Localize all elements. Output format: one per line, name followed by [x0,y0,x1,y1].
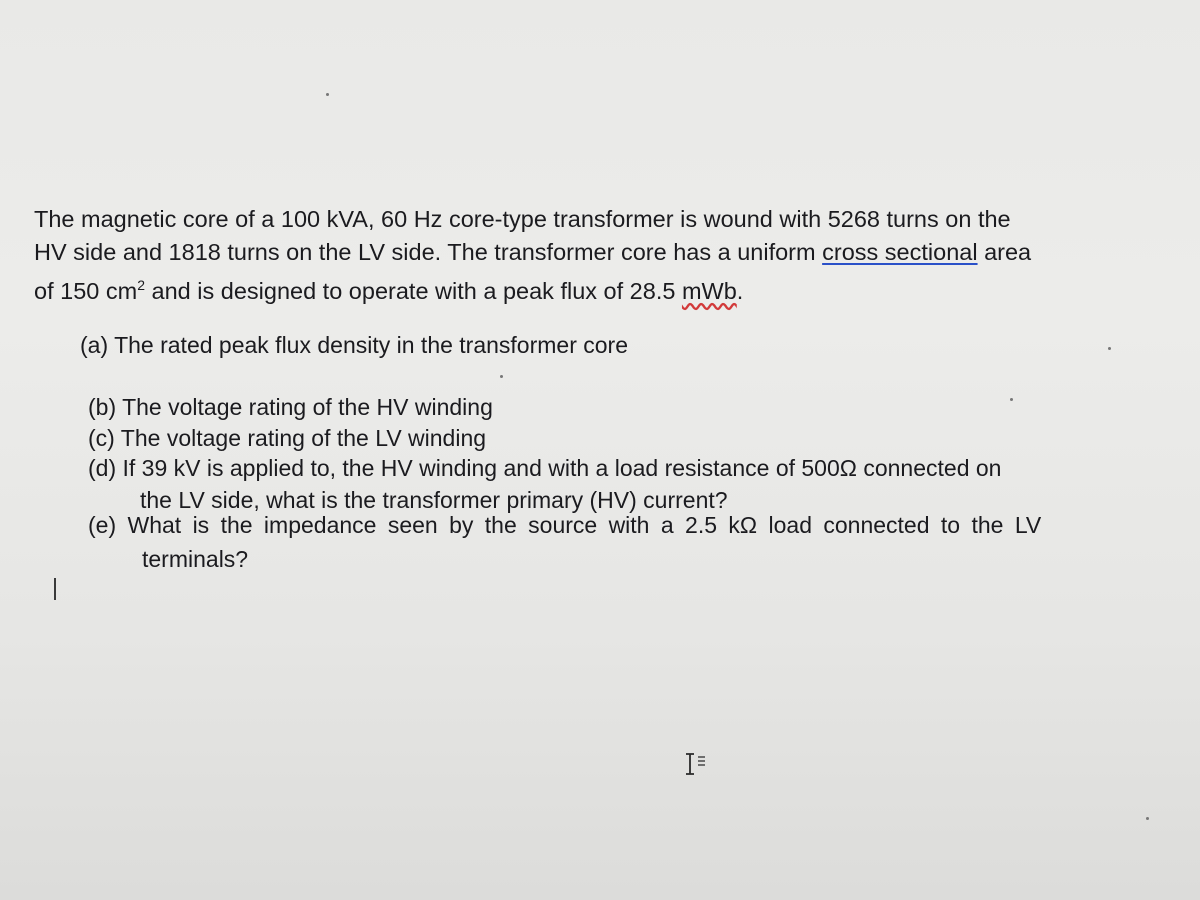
dust-speck [1146,817,1149,820]
problem-text-3a: of 150 cm [34,277,138,304]
problem-line-1 [34,203,1174,236]
problem-text-3c: . [736,277,744,304]
dust-speck [500,375,503,378]
problem-text-2b: area [977,239,1032,265]
cross-sectional-link[interactable]: cross sectional [822,239,978,265]
dust-speck [326,93,329,96]
problem-statement [34,203,1174,308]
dust-speck [1108,347,1111,350]
problem-text-3b: and is designed to operate with a peak flux of 28.5 [145,277,682,304]
problem-text-2a: HV side and 1818 turns on the LV side. The transformer core has a uniform [34,239,823,265]
part-e-text-1: (e) What is the impedance seen by the source with a 2.5 kΩ load connected to the LV [88,512,1042,538]
text-caret [54,578,56,600]
part-d-text-2: the LV side, what is the transformer primary (HV) current? [140,487,728,513]
part-e [88,508,1041,576]
dust-speck [1010,398,1013,401]
part-c-text: (c) The voltage rating of the LV winding [88,425,487,451]
problem-text-1: The magnetic core of a 100 kVA, 60 Hz core-type transformer is wound with 5268 turns on the [34,206,1011,232]
flux-unit: mWb [681,277,737,304]
area-exponent: 2 [137,277,145,293]
part-e-text-2: terminals? [142,546,249,572]
part-b [88,394,493,421]
part-a-text: (a) The rated peak flux density in the transformer core [80,332,629,358]
part-c [88,425,486,452]
part-d-text-1: (d) If 39 kV is applied to, the HV winding and with a load resistance of 500Ω connected on [88,455,1002,481]
part-b-text: (b) The voltage rating of the HV winding [88,394,493,420]
problem-line-3 [34,269,1174,308]
i-beam-cursor-icon [683,752,707,778]
part-a [80,332,628,359]
problem-line-2 [34,236,1174,269]
part-d [88,452,1001,516]
